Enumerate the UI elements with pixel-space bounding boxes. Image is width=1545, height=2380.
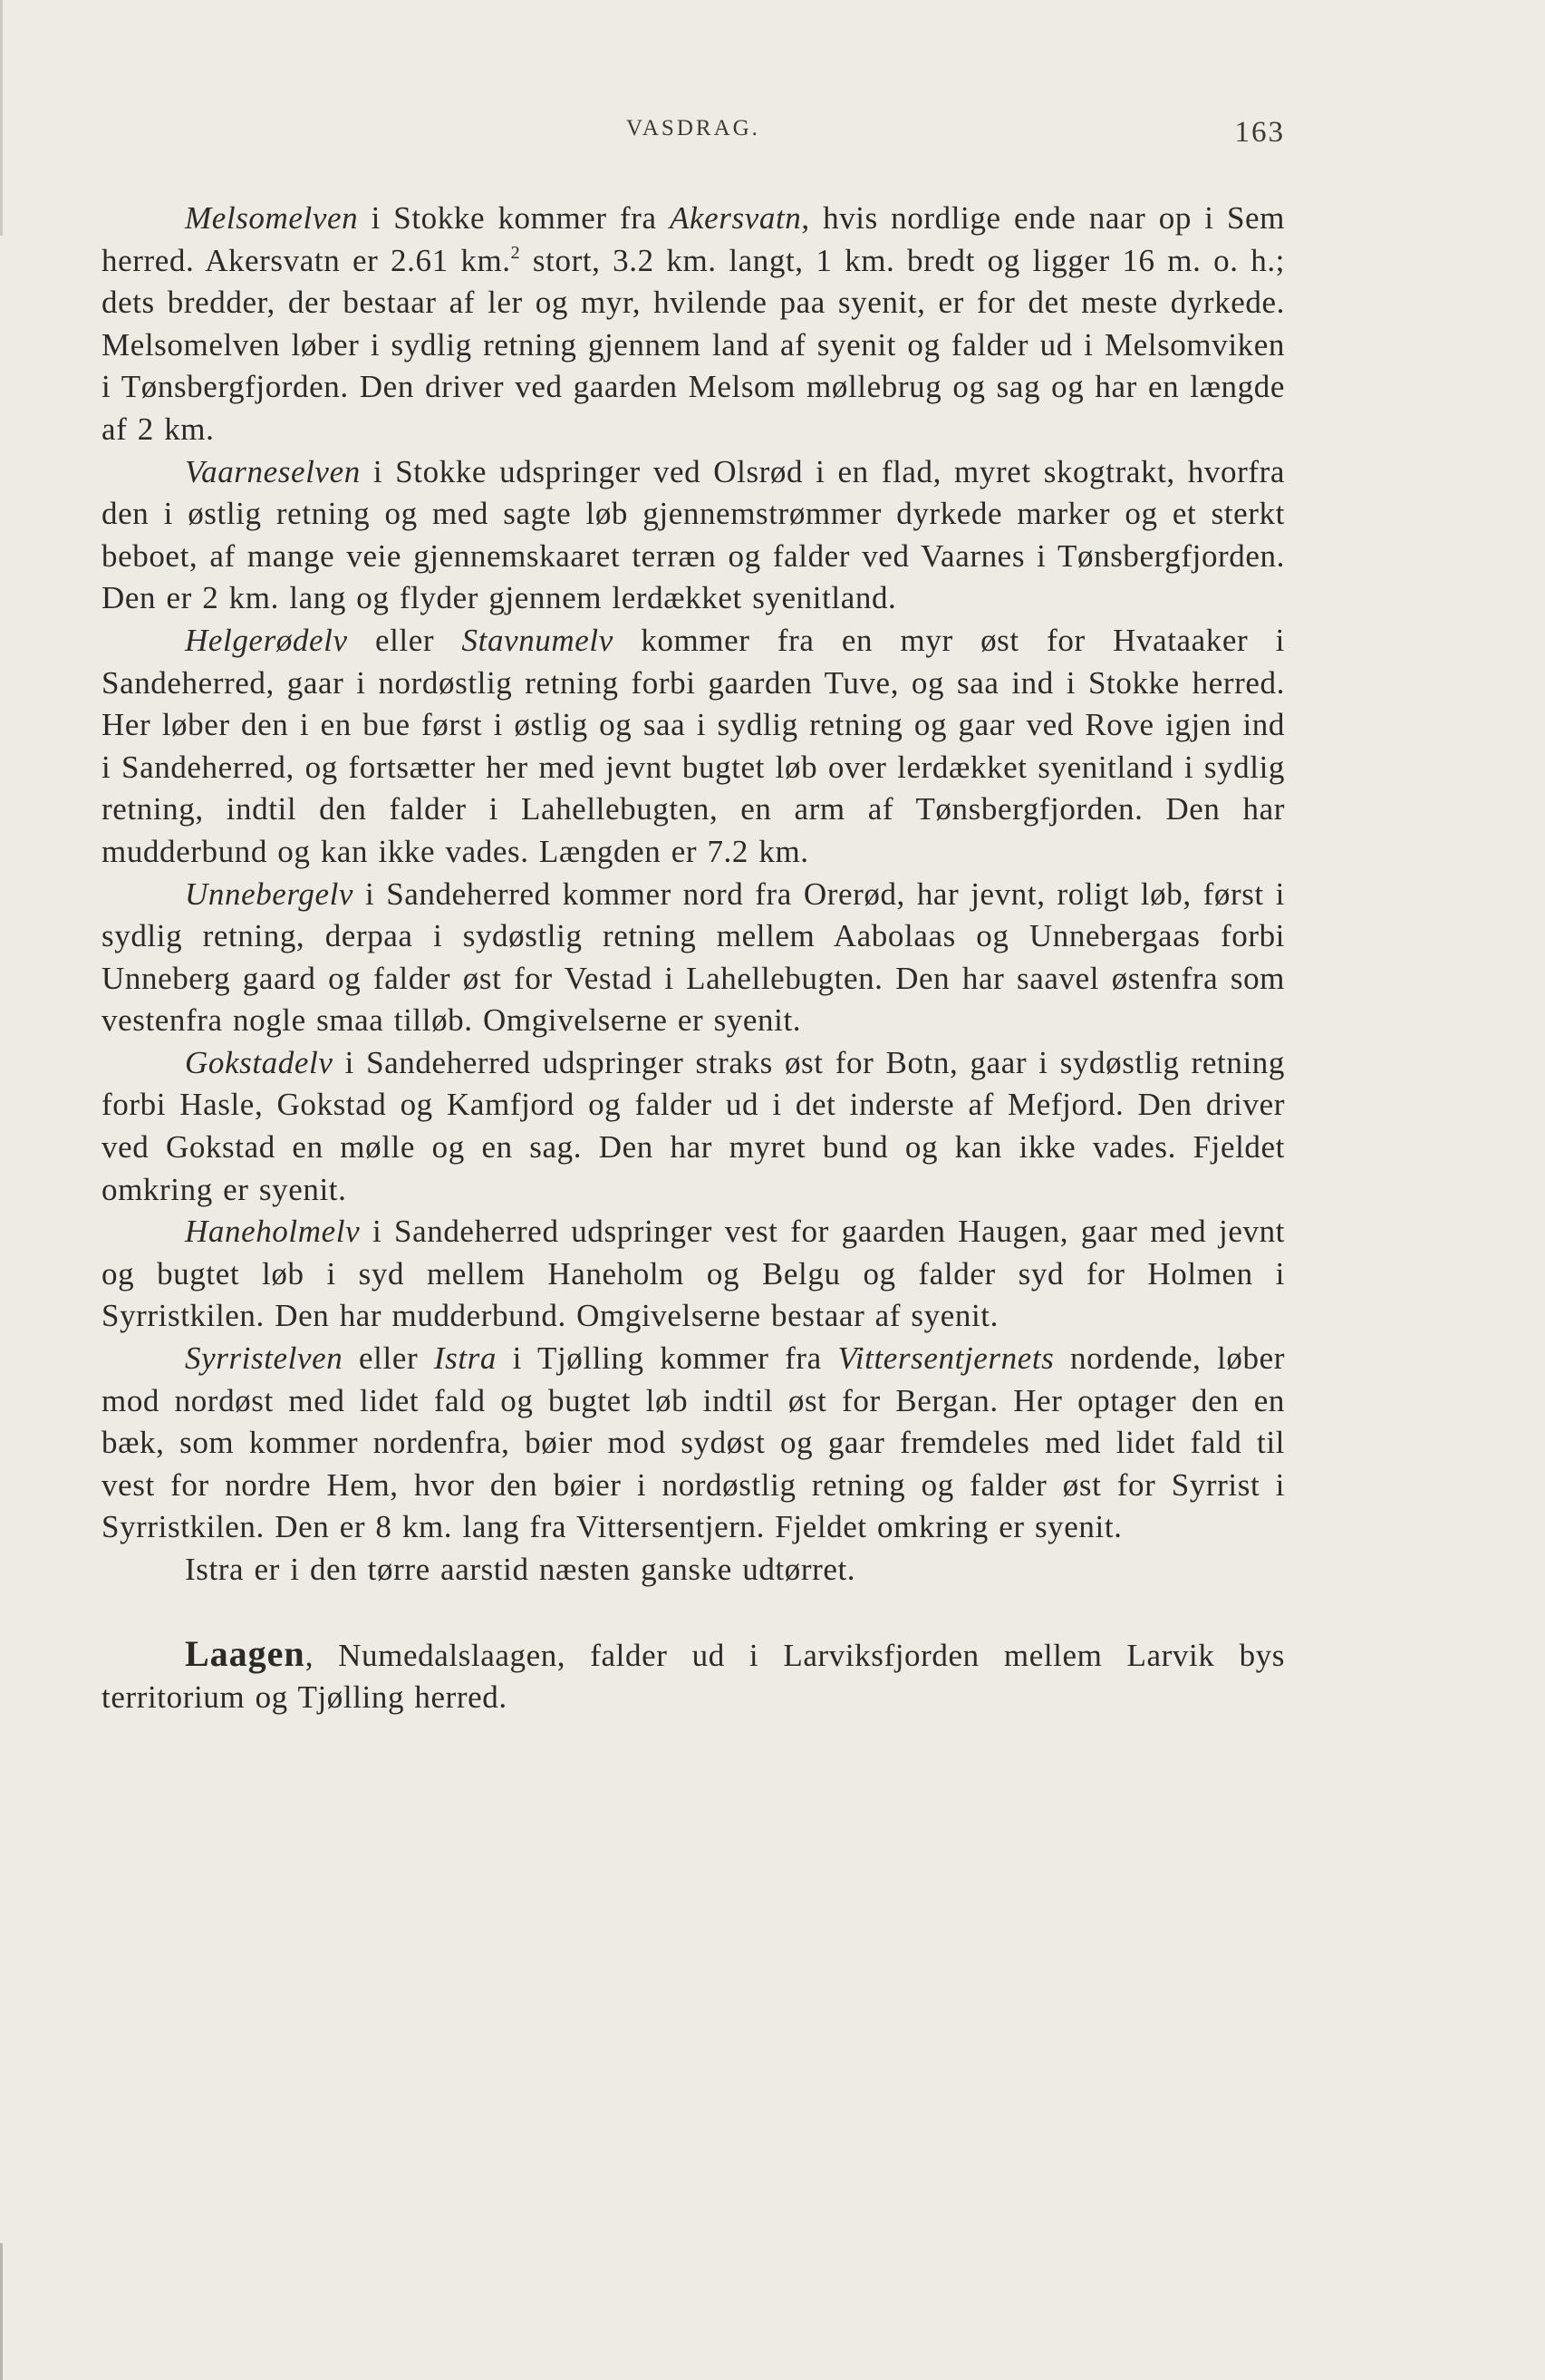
- river-name: Vaarneselven: [185, 453, 361, 489]
- river-name: Gokstadelv: [185, 1044, 333, 1080]
- river-name: Unnebergelv: [185, 876, 354, 912]
- paragraph-text: i Sandeherred kommer nord fra Orerød, har jevnt, roligt løb, først i sydlig retning, derpaa i sydøstlig retning mellem Aabolaas og Unnebergaas forbi Unneberg gaard og falder øst for Vestad i Lahellebugten. Den har saavel østenfra som vestenfra nogle smaa tilløb. Omgivelserne er syenit.: [101, 876, 1285, 1039]
- paragraph-laagen: [101, 1633, 1285, 1719]
- paragraph-vaarneselven: [101, 451, 1285, 620]
- paragraph-text: kommer fra en myr øst for Hvataaker i Sandeherred, gaar i nordøstlig retning forbi gaarden Tuve, og saa ind i Stokke herred. Her løber den i en bue først i østlig og saa i sydlig retning og gaar ved Rove igjen ind i Sandeherred, og fortsætter her med jevnt bugtet løb over lerdækket syenitland i sydlig retning, indtil den falder i Lahellebugten, en arm af Tønsbergfjorden. Den har mudderbund og kan ikke vades. Længden er 7.2 km.: [101, 622, 1286, 869]
- paragraph-text: nordende, løber mod nordøst med lidet fald og bugtet løb indtil øst for Bergan. Her optager den en bæk, som kommer nordenfra, bøier mod sydøst og gaar fremdeles med lidet fald til vest for nordre Hem, hvor den bøier i nordøstlig retning og falder øst for Syrrist i Syrristkilen. Den er 8 km. lang fra Vittersentjern. Fjeldet omkring er syenit.: [101, 1340, 1285, 1545]
- river-name: Haneholmelv: [185, 1214, 361, 1250]
- lake-name: Akersvatn: [670, 200, 802, 236]
- river-name: Helgerødelv: [185, 622, 348, 658]
- river-alt-name: Stavnumelv: [461, 622, 613, 658]
- page-number: 163: [1234, 116, 1285, 149]
- paragraph-text: i Stokke udspringer ved Olsrød i en flad, myret skogtrakt, hvorfra den i østlig retning og med sagte løb gjennemstrømmer dyrkede marker og et sterkt beboet, af mange veie gjennemskaaret terræn og falder ved Vaarnes i Tønsbergfjorden. Den er 2 km. lang og flyder gjennem lerdækket syenitland.: [101, 453, 1285, 616]
- running-head: VASDRAG.: [626, 116, 760, 140]
- superscript: 2: [510, 242, 521, 263]
- paragraph-melsomelven: [101, 198, 1285, 451]
- paragraph-text: i Sandeherred udspringer straks øst for Botn, gaar i sydøstlig retning forbi Hasle, Gokstad og Kamfjord og falder ud i det inderste af Mefjord. Den driver ved Gokstad en mølle og en sag. Den har myret bund og kan ikke vades. Fjeldet omkring er syenit.: [101, 1044, 1285, 1207]
- page-header: [101, 116, 1285, 152]
- paragraph-unnebergelv: [101, 874, 1285, 1042]
- paragraph-gokstadelv: [101, 1042, 1285, 1211]
- paragraph-text: i Stokke kommer fra: [358, 200, 671, 236]
- paragraph-haneholmelv: [101, 1211, 1285, 1338]
- paragraph-text: i Tjølling kommer fra: [497, 1340, 838, 1377]
- paragraph-text: , Numedalslaagen, falder ud i Larviksfjorden mellem Larvik bys territorium og Tjølling herred.: [101, 1637, 1285, 1716]
- river-name: Melsomelven: [185, 200, 359, 236]
- paragraph-istra-note: [101, 1549, 1285, 1592]
- paragraph-text: stort, 3.2 km. langt, 1 km. bredt og ligger 16 m. o. h.; dets bredder, der bestaar af ler og myr, hvilende paa syenit, er for det meste dyrkede. Melsomelven løber i sydlig retning gjennem land af syenit og falder ud i Melsomviken i Tønsbergfjorden. Den driver ved gaarden Melsom møllebrug og sag og har en længde af 2 km.: [101, 242, 1286, 447]
- paragraph-text: , hvis nordlige ende naar op i Sem herred. Akersvatn er 2.61 km.: [101, 200, 1285, 278]
- paragraph-syrristelven: [101, 1338, 1285, 1549]
- paragraph-text: i Sandeherred udspringer vest for gaarden Haugen, gaar med jevnt og bugtet løb i syd mellem Haneholm og Belgu og falder syd for Holmen i Syrristkilen. Den har mudderbund. Omgivelserne bestaar af syenit.: [101, 1214, 1285, 1334]
- section-title: Laagen: [185, 1632, 305, 1674]
- page-edge-shadow: [0, 0, 3, 236]
- body-text: [101, 198, 1285, 1719]
- paragraph-text: eller: [347, 622, 462, 658]
- paragraph-text: Istra er i den tørre aarstid næsten ganske udtørret.: [185, 1552, 856, 1587]
- river-alt-name: Istra: [433, 1340, 497, 1377]
- page-edge-shadow: [0, 2243, 3, 2380]
- river-name: Syrristelven: [185, 1340, 343, 1377]
- lake-name: Vittersentjernets: [837, 1340, 1055, 1377]
- paragraph-helgerodelv: [101, 620, 1285, 874]
- paragraph-text: eller: [343, 1340, 434, 1377]
